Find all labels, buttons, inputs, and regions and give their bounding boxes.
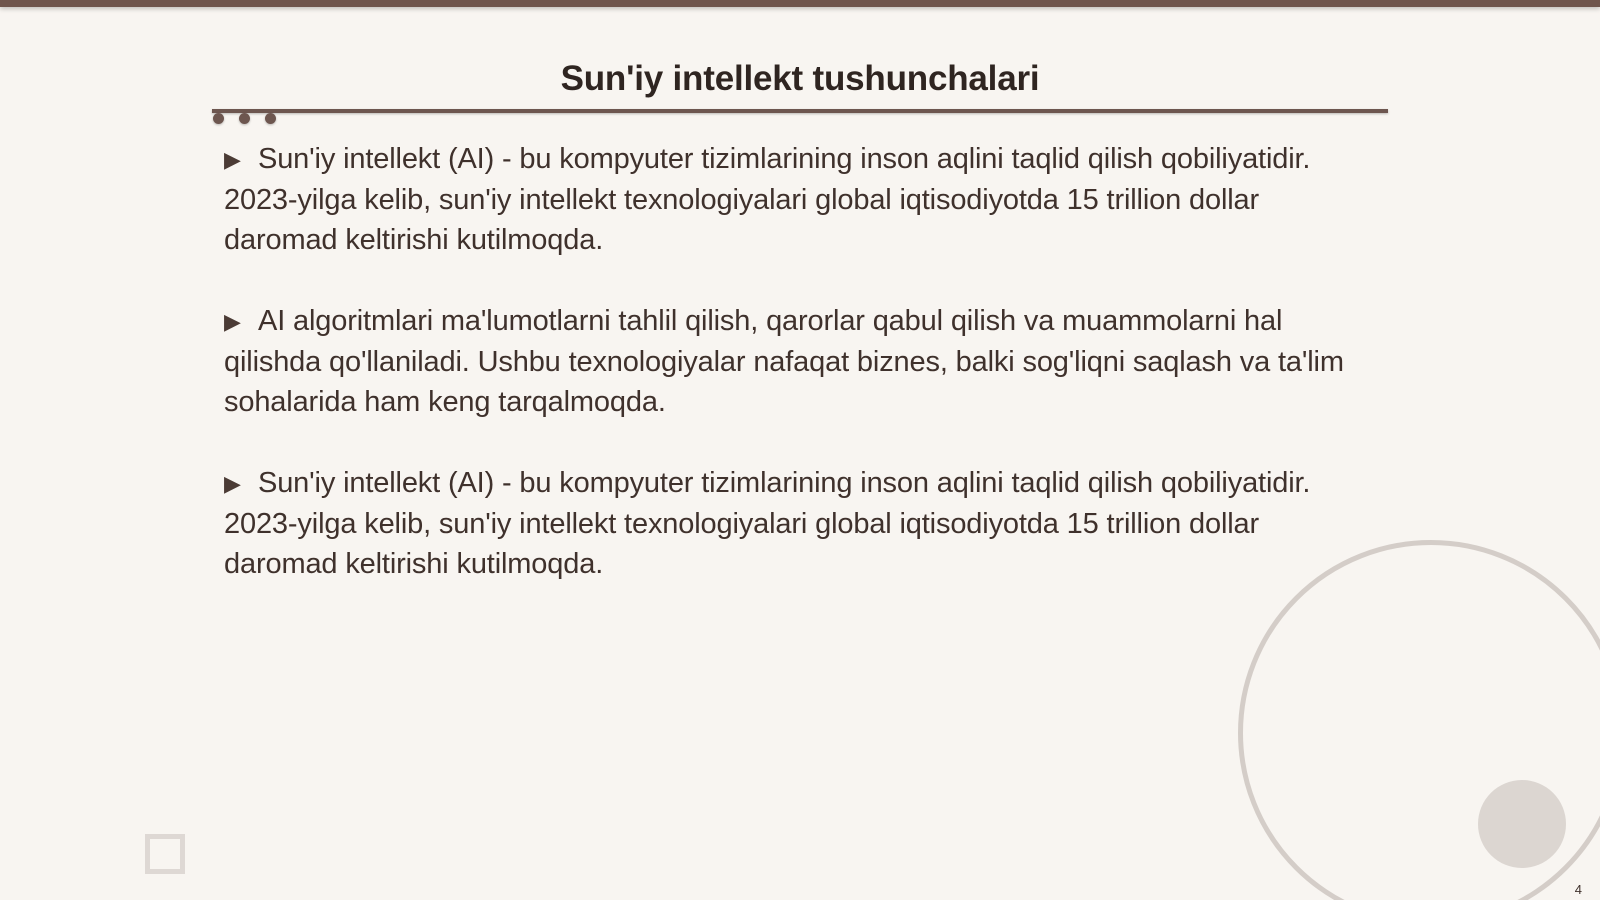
top-accent-bar: [0, 0, 1600, 7]
bullet-text: AI algoritmlari ma'lumotlarni tahlil qilish, qarorlar qabul qilish va muammolarni hal qilishda qo'llaniladi. Ushbu texnologiyalar nafaqat biznes, balki sog'liqni saqlash va ta'lim sohalarida ham keng tarqalmoqda.: [224, 305, 1344, 418]
bullet-triangle-icon: ▶: [224, 309, 241, 334]
title-underline: [212, 109, 1388, 113]
title-dot-icon: [239, 113, 250, 124]
title-dot-icon: [265, 113, 276, 124]
page-number: 4: [1574, 882, 1582, 897]
decorative-dot-icon: [1478, 780, 1566, 868]
bullet-paragraph: [224, 463, 1369, 584]
bullet-text: Sun'iy intellekt (AI) - bu kompyuter tizimlarining inson aqlini taqlid qilish qobiliyatidir. 2023-yilga kelib, sun'iy intellekt texnologiyalari global iqtisodiyotda 15 trillion dollar daromad keltirishi kutilmoqda.: [224, 467, 1311, 580]
slide-title: Sun'iy intellekt tushunchalari: [560, 59, 1040, 98]
bullet-triangle-icon: ▶: [224, 147, 241, 172]
title-dot-icon: [213, 113, 224, 124]
bullet-text: Sun'iy intellekt (AI) - bu kompyuter tizimlarining inson aqlini taqlid qilish qobiliyatidir. 2023-yilga kelib, sun'iy intellekt texnologiyalari global iqtisodiyotda 15 trillion dollar daromad keltirishi kutilmoqda.: [224, 143, 1311, 256]
bullet-paragraph: [224, 139, 1369, 260]
decorative-square-icon: [145, 834, 185, 874]
bullet-triangle-icon: ▶: [224, 471, 241, 496]
bullet-paragraph: [224, 301, 1369, 422]
slide-content: [224, 139, 1369, 625]
